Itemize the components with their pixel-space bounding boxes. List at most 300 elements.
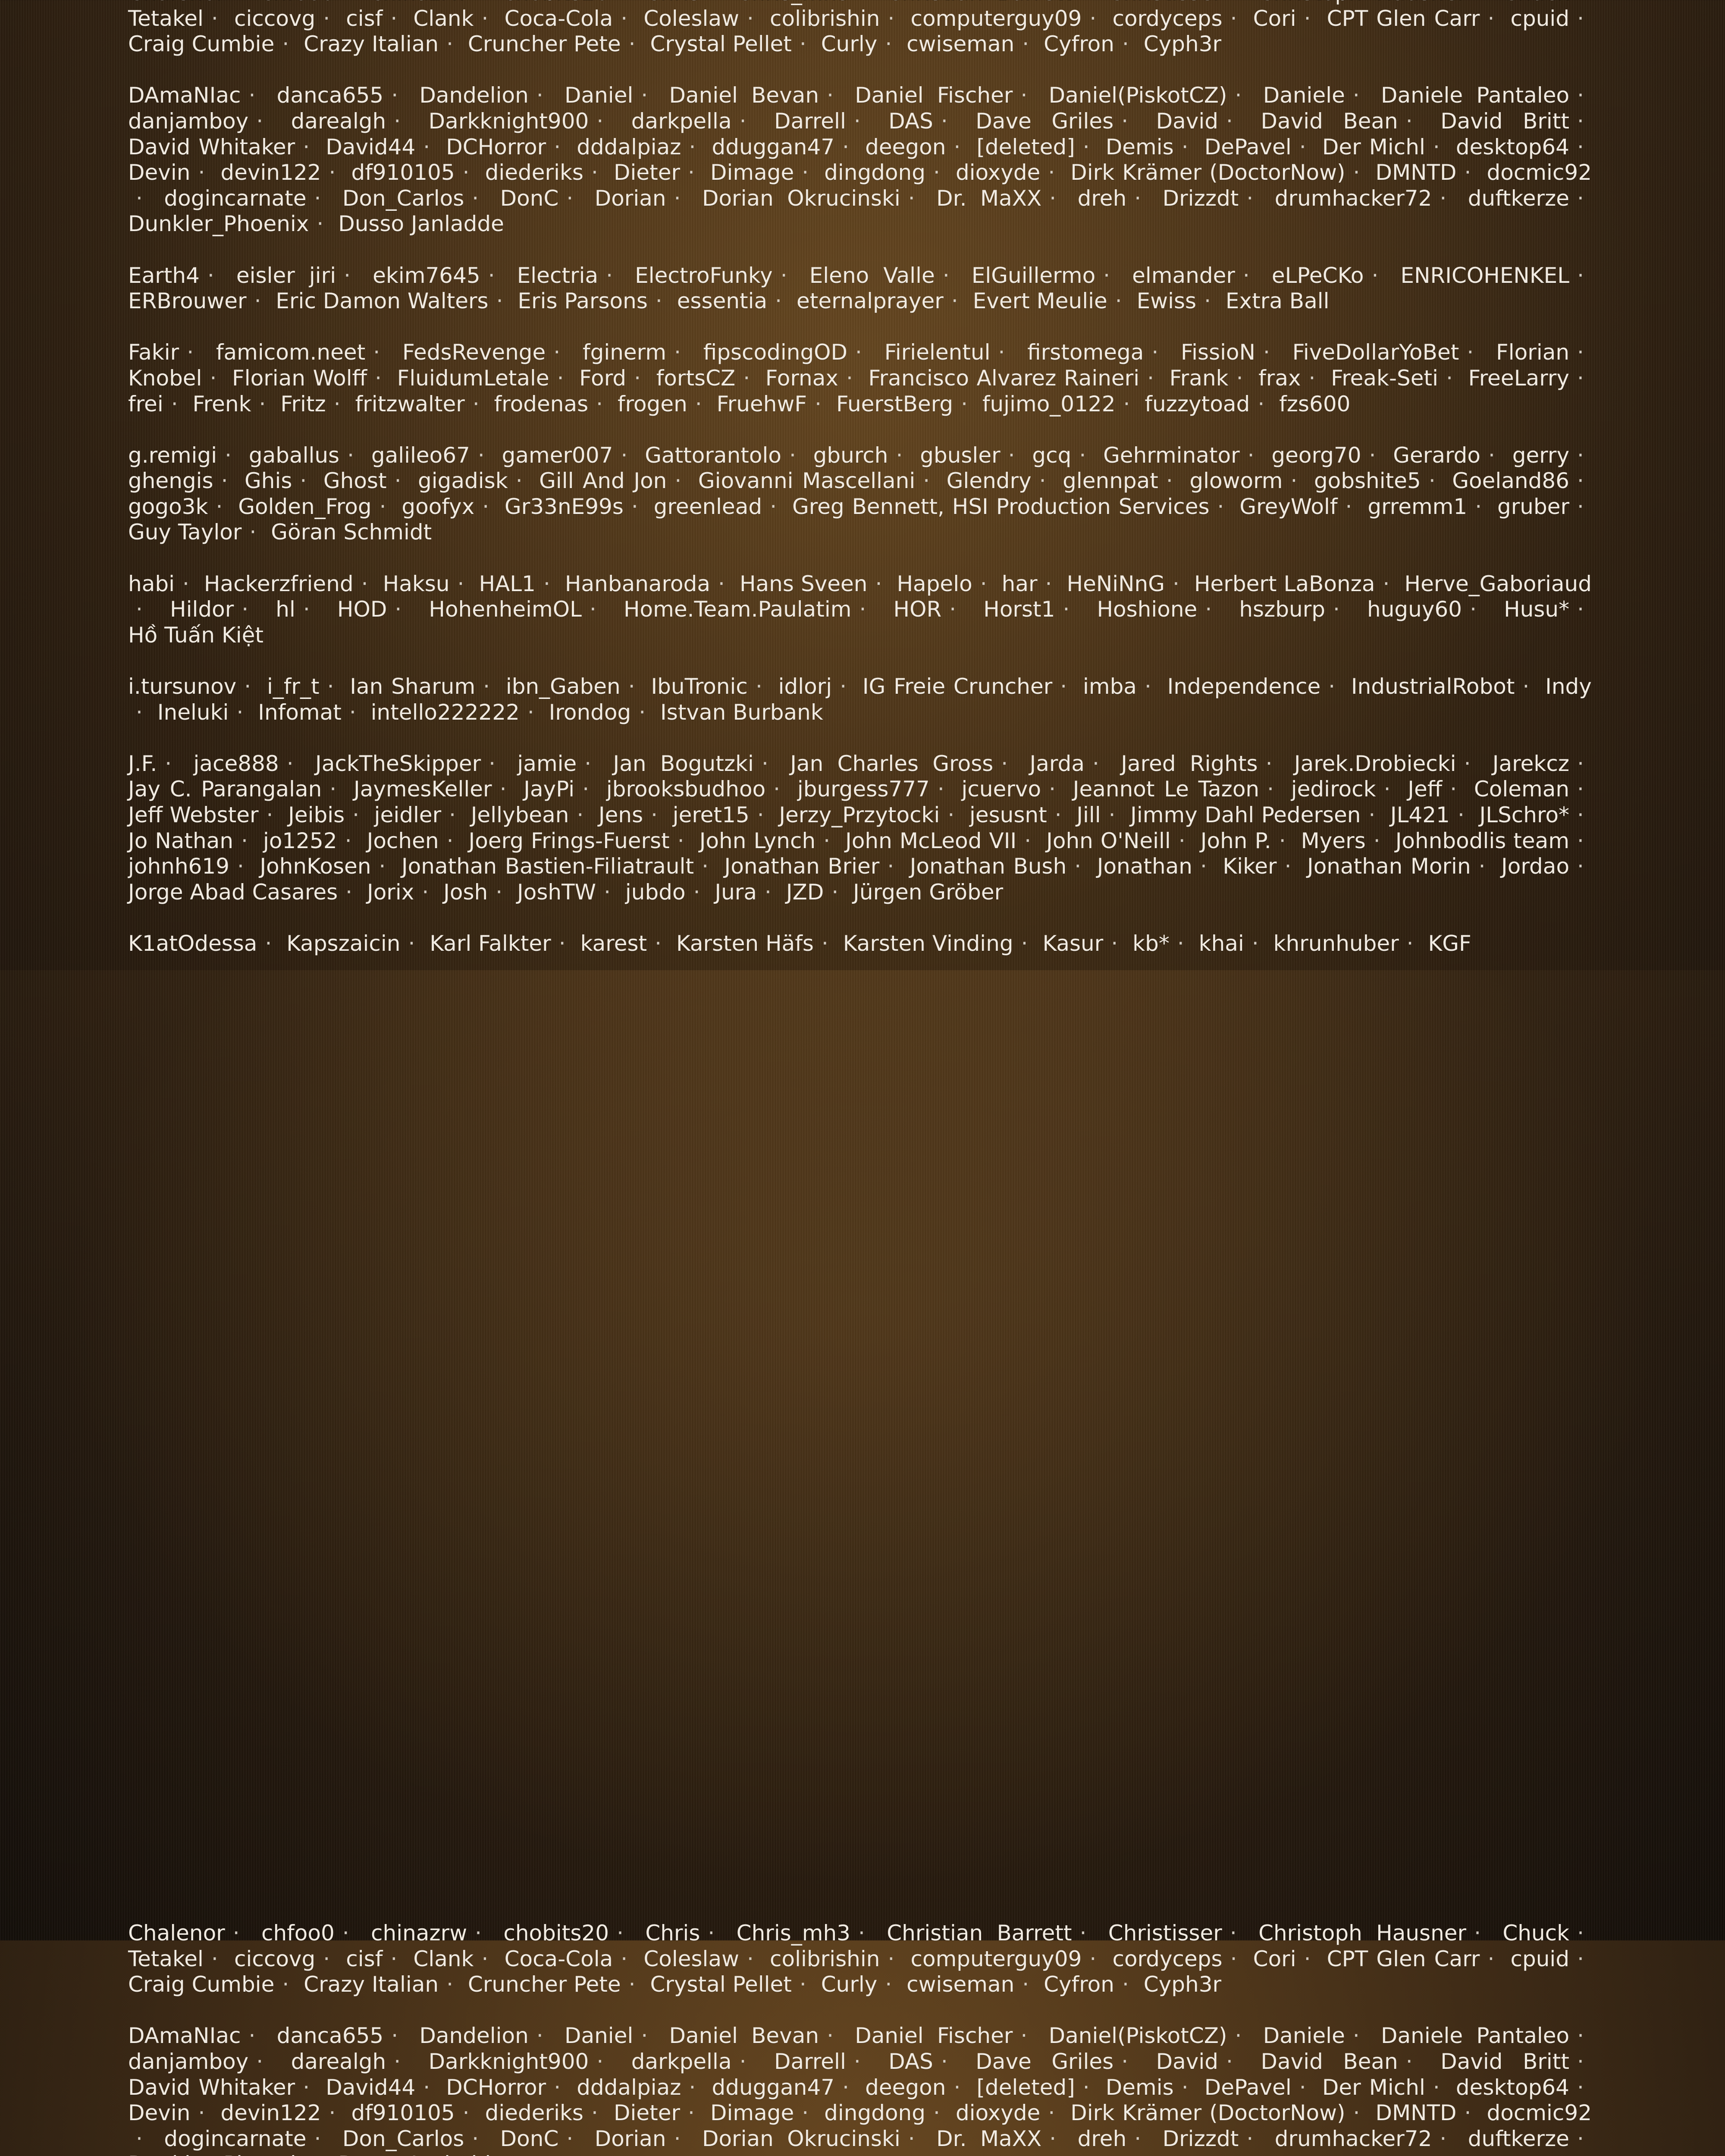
separator-dot: · [383,2023,406,2049]
separator-dot: · [1569,186,1592,212]
credit-name: Chris_mh3 [737,1921,850,1946]
separator-dot: · [1569,828,1592,854]
credit-name: David44 [326,2075,415,2100]
credit-name: firstomega [1027,340,1144,365]
credit-name: jburgess777 [797,777,930,802]
separator-dot: · [337,828,360,854]
credit-name: David Whitaker [128,135,295,160]
credit-name: grremm1 [1367,494,1467,519]
separator-dot: · [1016,828,1039,854]
separator-dot: · [792,31,814,57]
credit-name: Dandelion [419,2023,528,2048]
separator-dot: · [1222,1921,1245,1946]
separator-dot: · [824,880,846,906]
separator-dot: · [1569,468,1592,494]
credit-name: darkpella [631,2049,732,2074]
credit-name: Jeannot Le Tazon [1073,777,1259,802]
credit-name: famicom.neet [216,340,365,365]
separator-dot: · [1137,674,1159,700]
separator-dot: · [1227,83,1250,109]
separator-dot: · [295,135,317,160]
credit-name: Hoshione [1097,597,1197,622]
separator-dot: · [832,674,854,700]
credit-name: Florian [1496,340,1569,365]
credit-name: Coleslaw [643,6,739,31]
credit-name: frax [1258,366,1301,391]
credit-name: darkpella [631,109,732,134]
separator-dot: · [1569,777,1592,802]
separator-dot: · [1085,751,1107,777]
credit-name: hl [276,597,295,622]
separator-dot: · [274,31,297,57]
separator-dot: · [320,674,342,700]
separator-dot: · [1398,2049,1421,2075]
credit-name: desktop64 [1456,135,1569,160]
credit-name: IbuTronic [651,674,748,699]
separator-dot: · [481,751,503,777]
separator-dot: · [925,160,948,186]
separator-dot: · [1325,597,1348,623]
separator-dot: · [613,1946,635,1972]
credit-name: ibn_Gaben [506,674,621,699]
credit-name: Jimmy Dahl Pedersen [1130,802,1361,827]
credit-name: Daniele Pantaleo [1381,2023,1569,2048]
separator-dot: · [208,494,230,520]
separator-dot: · [386,2049,408,2075]
separator-dot: · [1399,931,1421,957]
separator-dot: · [257,931,279,957]
separator-dot: · [480,263,503,289]
separator-dot: · [529,83,551,109]
credit-name: Don_Carlos [342,186,464,211]
credit-name: David Bean [1261,2049,1398,2074]
separator-dot: · [455,2100,477,2126]
separator-dot: · [1223,1946,1245,1972]
separator-dot: · [241,2023,263,2049]
credit-name: JoshTW [517,880,596,905]
credit-name: Home.Team.Paulatim [624,597,852,622]
credit-name: idlorj [778,674,832,699]
separator-dot: · [773,263,795,289]
separator-dot: · [946,135,968,160]
credit-name: David Britt [1440,109,1569,134]
separator-dot: · [1457,2100,1479,2126]
credit-name: Electria [517,263,598,288]
credit-name: Crazy Italian [304,1972,439,1997]
separator-dot: · [467,1921,489,1946]
credit-name: df910105 [351,2100,455,2125]
separator-dot: · [1095,263,1118,289]
separator-dot: · [838,366,861,392]
credit-name: Eric Damon Walters [276,288,488,313]
credit-name: JZD [786,880,824,905]
credit-name: fritzwalter [355,392,465,417]
credit-name: Jill [1076,802,1101,827]
credit-name: DAS [888,109,933,134]
separator-dot: · [1014,31,1037,57]
credit-name: Ghis [245,468,292,493]
credit-name: Myers [1301,828,1366,853]
separator-dot: · [470,443,492,469]
credit-name: ENRICOHENKEL [1400,263,1569,288]
credit-name: Tetakel [128,1946,204,1971]
separator-dot: · [1235,263,1258,289]
credit-name: cordyceps [1112,6,1222,31]
credit-name: Fakir [128,340,179,365]
separator-dot: · [1480,443,1503,469]
separator-dot: · [781,443,804,469]
credit-name: Ineluki [157,700,229,725]
credit-name: Daniele [1263,83,1345,108]
separator-dot: · [1075,135,1098,160]
separator-dot: · [1144,340,1166,366]
credit-name: Eleno Valle [809,263,935,288]
credit-name: Eris Parsons [518,288,647,313]
separator-dot: · [339,443,362,469]
separator-dot: · [128,186,151,212]
credit-name: Jonathan Morin [1307,854,1471,879]
credit-name: frogen [618,392,687,417]
credit-name: colibrishin [770,1946,880,1971]
separator-dot: · [1239,186,1261,212]
credit-name: Cruncher Pete [468,1972,621,1997]
credit-name: CPT Glen Carr [1327,1946,1480,1971]
credit-name: Cyph3r [1144,31,1221,56]
separator-dot: · [643,802,665,828]
separator-dot: · [750,802,772,828]
separator-dot: · [925,2100,948,2126]
separator-dot: · [217,443,239,469]
credit-name: David44 [326,135,415,160]
separator-dot: · [345,802,367,828]
separator-dot: · [1569,1921,1592,1946]
credit-name: Jeff Webster [128,802,259,827]
credit-name: desktop64 [1456,2075,1569,2100]
separator-dot: · [1569,2049,1592,2075]
separator-dot: · [529,2023,551,2049]
credit-name: Christian Barrett [887,1921,1072,1946]
separator-dot: · [1569,1946,1592,1972]
separator-dot: · [1114,1972,1137,1998]
credit-name: Coleslaw [643,1946,739,1971]
credit-name: David [1156,109,1218,134]
separator-dot: · [1013,83,1035,109]
separator-dot: · [680,2100,703,2126]
separator-dot: · [624,494,646,520]
separator-dot: · [1296,6,1319,32]
credit-name: jubdo [625,880,686,905]
separator-dot: · [1041,2126,1064,2152]
separator-dot: · [1569,494,1592,520]
separator-dot: · [241,83,263,109]
credit-name: gogo3k [128,494,208,519]
separator-dot: · [279,751,301,777]
credit-name: Der Michl [1322,2075,1425,2100]
credit-name: dingdong [824,2100,925,2125]
credit-name: Chalenor [128,1921,225,1946]
credit-name: gobshite5 [1314,468,1421,493]
separator-dot: · [589,109,611,135]
credit-name: Dieter [614,160,680,185]
separator-dot: · [633,83,656,109]
separator-dot: · [847,340,870,366]
credit-name: Curly [821,1972,878,1997]
separator-dot: · [877,31,900,57]
credit-name: Cyfron [1044,31,1114,56]
separator-dot: · [549,366,572,392]
separator-dot: · [1000,443,1023,469]
credit-name: Goeland86 [1452,468,1569,493]
credit-name: darealgh [291,2049,386,2074]
credit-name: dogincarnate [164,2126,306,2151]
credit-name: Devin [128,160,190,185]
credit-name: Devin [128,2100,190,2125]
credit-name: Darrell [774,109,846,134]
separator-dot: · [732,2049,754,2075]
separator-dot: · [1196,288,1219,314]
credit-name: JohnKosen [260,854,371,879]
credit-name: Crazy Italian [304,31,439,56]
credit-name: goofyx [401,494,474,519]
separator-dot: · [229,854,252,880]
separator-dot: · [248,109,271,135]
credit-name: Demis [1106,135,1174,160]
separator-dot: · [1569,263,1592,289]
credit-name: Fritz [280,392,326,417]
credit-name: cisf [346,6,383,31]
separator-dot: · [439,828,461,854]
credit-name: Jonathan [1097,854,1192,879]
separator-dot: · [1244,931,1267,957]
separator-dot: · [1103,931,1126,957]
credit-name: Jorix [367,880,414,905]
credit-name: colibrishin [770,6,880,31]
separator-dot: · [128,2126,151,2152]
credit-name: Jordao [1501,854,1569,879]
separator-dot: · [1467,494,1490,520]
separator-dot: · [1569,443,1592,469]
credit-name: Göran Schmidt [271,520,432,545]
credit-name: Clank [413,1946,474,1971]
credit-name: har [1002,571,1038,596]
credit-name: hszburp [1239,597,1325,622]
credit-name: Josh [443,880,488,905]
credit-name: Firielentul [884,340,991,365]
separator-dot: · [633,2023,656,2049]
separator-dot: · [1052,674,1075,700]
credit-name: Herve_Gaboriaud [1404,571,1592,596]
credit-name: Ian Sharum [350,674,475,699]
credit-name: John P. [1201,828,1271,853]
separator-dot: · [1013,2023,1035,2049]
credit-name: Gattorantolo [645,443,781,468]
credit-name: JLSchro* [1479,802,1569,827]
credit-name: Jerzy_Przytocki [779,802,940,827]
credit-name: drumhacker72 [1275,2126,1432,2151]
credit-name: Irondog [549,700,631,725]
credit-name: i.tursunov [128,674,236,699]
credit-name: eLPeCKo [1272,263,1364,288]
separator-dot: · [1040,2100,1063,2126]
separator-dot: · [190,2100,213,2126]
credit-name: KGF [1428,931,1471,956]
credit-name: Greg Bennett, HSI Production Services [792,494,1210,519]
credit-name: John McLeod VII [845,828,1016,853]
separator-dot: · [941,597,964,623]
separator-dot: · [1345,2023,1367,2049]
credit-name: johnh619 [128,854,229,879]
credit-name: Darkknight900 [429,2049,589,2074]
separator-dot: · [1569,751,1592,777]
credit-name: DonC [500,2126,559,2151]
separator-dot: · [558,186,581,212]
credit-name: Jay C. Parangalan [128,777,322,802]
separator-dot: · [588,392,611,417]
separator-dot: · [474,6,496,32]
credit-name: Knobel [128,366,202,391]
credit-name: Jonathan Brier [724,854,880,879]
separator-dot: · [933,109,956,135]
credit-name: ERBrouwer [128,288,247,313]
credit-name: Drizzdt [1163,186,1239,211]
credit-name: Dorian Okrucinski [702,186,900,211]
separator-dot: · [335,1921,357,1946]
separator-dot: · [666,2126,689,2152]
credit-name: Don_Carlos [342,2126,464,2151]
credit-name: eisler jiri [236,263,336,288]
credit-name: FruehwF [717,392,807,417]
separator-dot: · [204,1946,226,1972]
separator-dot: · [762,494,784,520]
separator-dot: · [1432,186,1454,212]
credit-name: Independence [1167,674,1321,699]
separator-dot: · [321,160,344,186]
credit-name: J.F. [128,751,157,776]
separator-dot: · [1227,2023,1250,2049]
credit-name: Dimage [710,2100,794,2125]
credit-name: gerry [1512,443,1569,468]
credit-name: K1atOdessa [128,931,257,956]
separator-dot: · [1192,854,1215,880]
separator-dot: · [354,571,376,597]
credit-name: gcq [1032,443,1071,468]
separator-dot: · [732,109,754,135]
separator-dot: · [1432,2126,1454,2152]
separator-dot: · [1114,31,1137,57]
credit-name: JL421 [1390,802,1450,827]
credit-name: DAmaNIac [128,2023,241,2048]
credit-name: gloworm [1189,468,1283,493]
credit-name: Istvan Burbank [660,700,823,725]
credit-name: Giovanni Mascellani [698,468,915,493]
credit-name: ghengis [128,468,213,493]
credit-name: chfoo0 [261,1921,335,1946]
separator-dot: · [520,700,542,726]
separator-dot: · [236,674,259,700]
separator-dot: · [1271,828,1294,854]
credit-name: karest [580,931,647,956]
credit-name: Coca-Cola [505,1946,613,1971]
credit-name: drumhacker72 [1275,186,1432,211]
separator-dot: · [1258,751,1280,777]
separator-dot: · [1569,109,1592,135]
separator-dot: · [295,597,318,623]
separator-dot: · [1569,597,1592,623]
credit-name: gigadisk [418,468,508,493]
credit-name: danjamboy [128,109,248,134]
separator-dot: · [1292,2075,1314,2101]
separator-dot: · [710,571,733,597]
separator-dot: · [489,288,511,314]
credit-name: devin122 [220,160,321,185]
credit-name: Jarda [1030,751,1085,776]
credit-name: Ford [579,366,626,391]
credit-name: Frank [1170,366,1229,391]
credit-name: Darkknight900 [429,109,589,134]
credit-name: df910105 [351,160,455,185]
separator-dot: · [834,2075,857,2101]
separator-dot: · [1361,802,1383,828]
separator-dot: · [767,288,790,314]
separator-dot: · [1459,340,1481,366]
credit-name: Daniele [1263,2023,1345,2048]
separator-dot: · [1569,366,1592,392]
separator-dot: · [819,2023,841,2049]
credit-name: Jürgen Gröber [853,880,1003,905]
separator-dot: · [1126,186,1149,212]
credit-name: computerguy09 [910,1946,1082,1971]
separator-dot: · [1480,1946,1502,1972]
credit-name: David Bean [1261,109,1398,134]
separator-dot: · [1569,2126,1592,2152]
credit-name: Hildor [170,597,234,622]
separator-dot: · [1165,571,1187,597]
credit-name: Jarekcz [1493,751,1569,776]
credit-name: Gill And Jon [539,468,667,493]
separator-dot: · [1569,802,1592,828]
credit-name: deegon [865,135,946,160]
credit-name: ciccovg [234,6,315,31]
separator-dot: · [1139,366,1162,392]
separator-dot: · [464,2126,486,2152]
separator-dot: · [621,31,643,57]
credit-name: Coleman [1474,777,1569,802]
credit-name: jesusnt [969,802,1047,827]
separator-dot: · [1223,6,1245,32]
separator-dot: · [739,1946,762,1972]
separator-dot: · [1569,6,1592,32]
credit-name: Dorian [595,2126,666,2151]
separator-dot: · [1210,494,1232,520]
credit-name: diederiks [485,160,583,185]
credit-name: Dirk Krämer (DoctorNow) [1070,160,1345,185]
separator-dot: · [415,135,438,160]
credit-name: HOR [894,597,942,622]
separator-dot: · [1013,931,1036,957]
separator-dot: · [834,135,857,160]
credit-name: cordyceps [1112,1946,1222,1971]
separator-dot: · [757,880,779,906]
separator-dot: · [1032,468,1054,494]
separator-dot: · [1346,2100,1368,2126]
separator-dot: · [367,366,389,392]
separator-dot: · [1569,340,1592,366]
credit-name: intello222222 [371,700,520,725]
credit-name: Jonathan Bush [910,854,1067,879]
credit-name: jamie [517,751,577,776]
separator-dot: · [1075,2075,1098,2101]
credit-name: Dave Griles [975,2049,1113,2074]
